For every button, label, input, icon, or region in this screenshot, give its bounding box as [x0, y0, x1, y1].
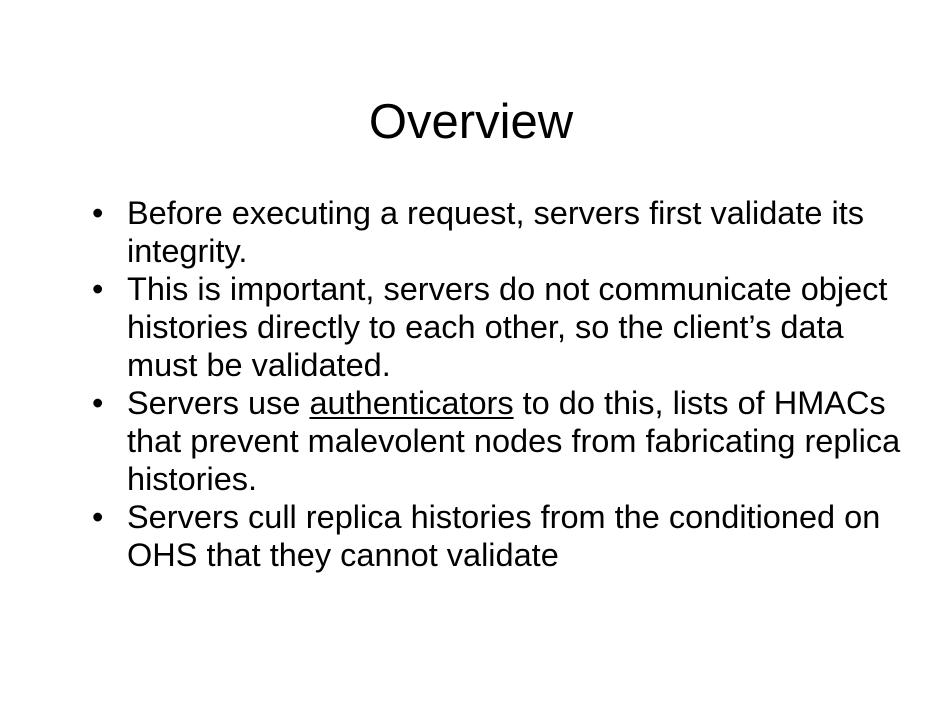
bullet-item	[92, 194, 912, 270]
bullet-marker: •	[92, 385, 104, 421]
underlined-term: authenticators	[309, 385, 514, 421]
bullet-text: Before executing a request, servers first validate its integrity.	[127, 195, 865, 269]
bullet-text: This is important, servers do not communicate object histories directly to each other, so the client’s data must be validated.	[127, 271, 888, 383]
bullet-text-before: Servers use	[127, 385, 310, 421]
bullet-text-after: to do this, lists of HMACs that prevent malevolent nodes from fabricating replica histories.	[127, 385, 901, 497]
bullet-marker: •	[92, 499, 104, 535]
bullet-item	[92, 270, 912, 384]
bullet-marker: •	[92, 271, 104, 307]
bullet-item	[92, 498, 912, 574]
slide-title: Overview	[368, 95, 574, 149]
bullet-item	[92, 384, 912, 498]
bullet-list	[92, 194, 912, 574]
bullet-marker: •	[92, 195, 104, 231]
bullet-text: Servers cull replica histories from the conditioned on OHS that they cannot validate	[127, 499, 881, 573]
